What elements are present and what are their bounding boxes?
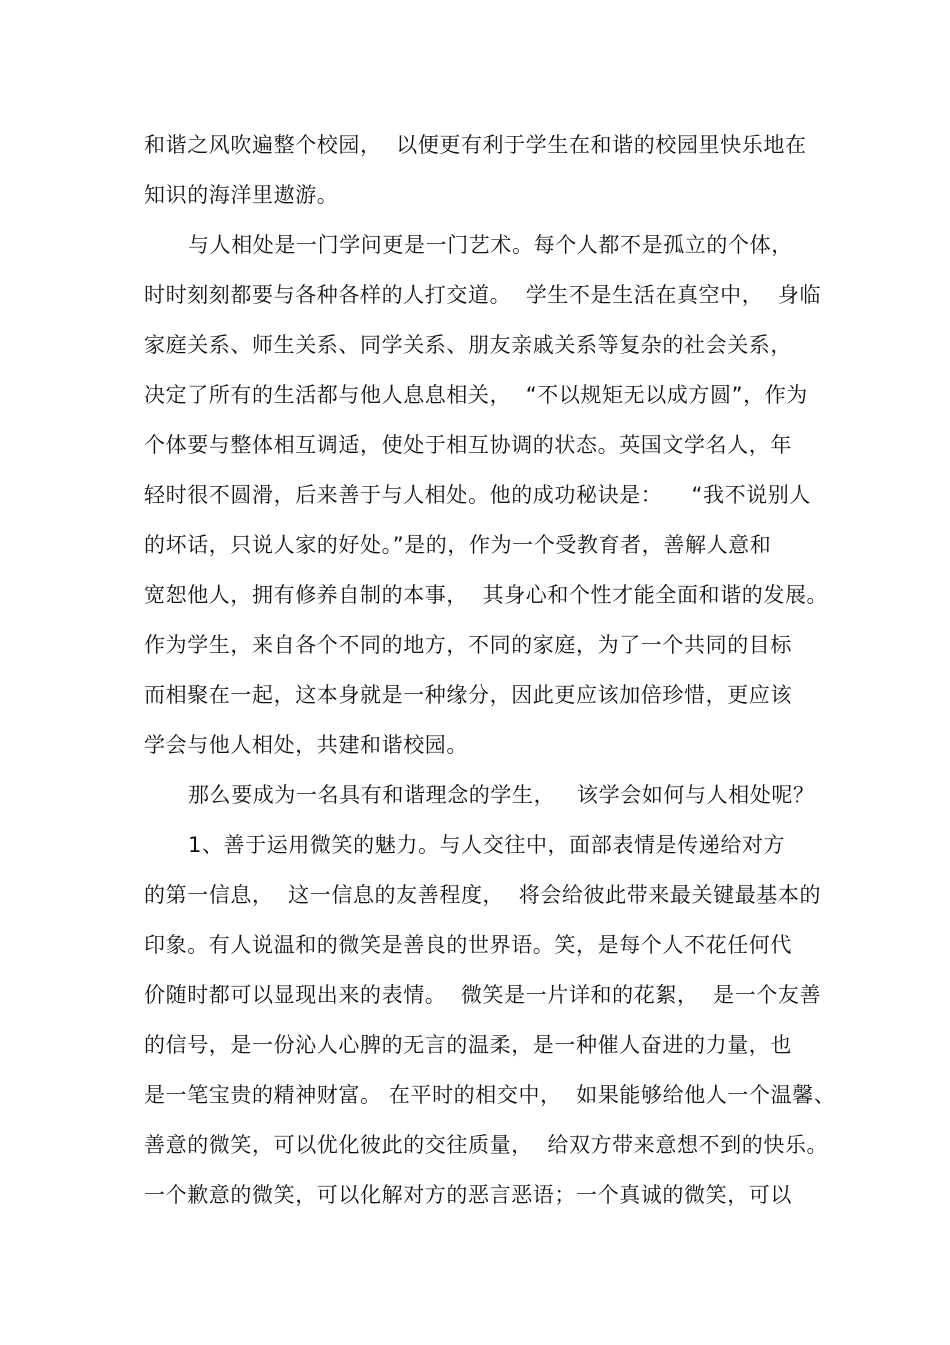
text-line: 决定了所有的生活都与他人息息相关， “不以规矩无以成方圆”，作为 [144, 383, 808, 407]
text-line: 的第一信息， 这一信息的友善程度， 将会给彼此带来最关键最基本的 [144, 883, 822, 907]
text-line: 知识的海洋里遨游。 [144, 183, 339, 207]
text-line: 和谐之风吹遍整个校园， 以便更有利于学生在和谐的校园里快乐地在 [144, 133, 807, 157]
text-line: 个体要与整体相互调适，使处于相互协调的状态。英国文学名人，年 [144, 433, 792, 457]
text-line: 而相聚在一起，这本身就是一种缘分，因此更应该加倍珍惜，更应该 [144, 683, 792, 707]
text-line: 学会与他人相处，共建和谐校园。 [144, 733, 468, 757]
text-line: 价随时都可以显现出来的表情。 微笑是一片详和的花絮， 是一个友善 [144, 983, 822, 1007]
text-line: 时时刻刻都要与各种各样的人打交道。 学生不是生活在真空中， 身临 [144, 283, 822, 307]
text-line: 宽恕他人，拥有修养自制的本事， 其身心和个性才能全面和谐的发展。 [144, 583, 829, 607]
text-line: 是一笔宝贵的精神财富。 在平时的相交中， 如果能够给他人一个温馨、 [144, 1083, 836, 1107]
text-line: 轻时很不圆滑，后来善于与人相处。他的成功秘诀是： “我不说别人 [144, 483, 811, 507]
text-line: 善意的微笑，可以优化彼此的交往质量， 给双方带来意想不到的快乐。 [144, 1133, 829, 1157]
paragraph-start-line: 那么要成为一名具有和谐理念的学生， 该学会如何与人相处呢？ [188, 783, 815, 807]
text-line: 家庭关系、师生关系、同学关系、朋友亲戚关系等复杂的社会关系， [144, 333, 792, 357]
text-line: 一个歉意的微笑，可以化解对方的恶言恶语；一个真诚的微笑，可以 [144, 1183, 792, 1207]
paragraph-start-line: 1、善于运用微笑的魅力。与人交往中，面部表情是传递给对方 [188, 833, 786, 857]
paragraph-start-line: 与人相处是一门学问更是一门艺术。每个人都不是孤立的个体， [188, 233, 793, 257]
text-line: 的信号，是一份沁人心脾的无言的温柔，是一种催人奋进的力量，也 [144, 1033, 792, 1057]
text-line: 作为学生，来自各个不同的地方，不同的家庭，为了一个共同的目标 [144, 633, 792, 657]
text-line: 的坏话，只说人家的好处。”是的，作为一个受教育者，善解人意和 [144, 533, 772, 557]
text-line: 印象。有人说温和的微笑是善良的世界语。笑，是每个人不花任何代 [144, 933, 792, 957]
